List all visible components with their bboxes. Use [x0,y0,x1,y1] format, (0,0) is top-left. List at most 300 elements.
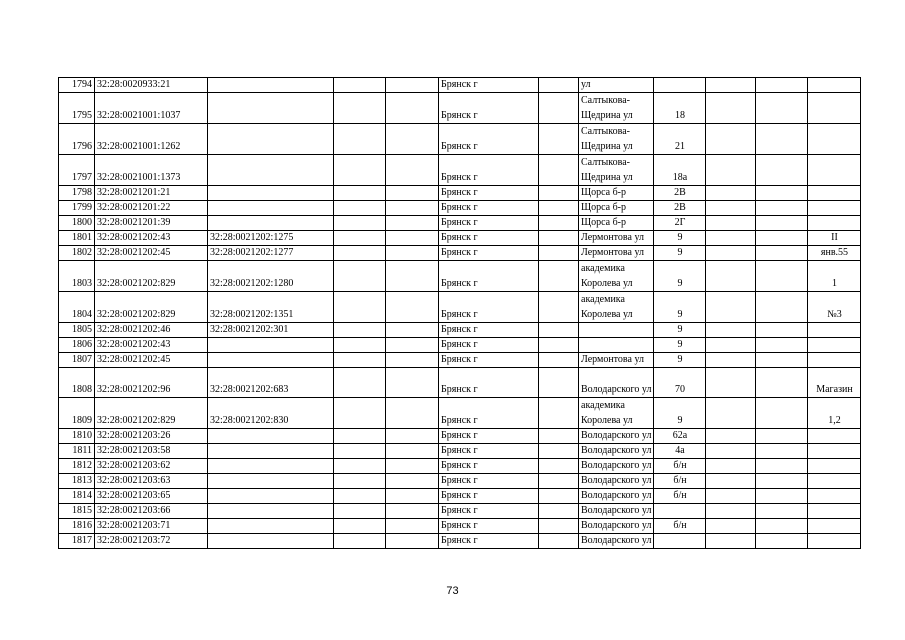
empty-cell [386,323,439,338]
cadastral-number: 32:28:0021001:1037 [95,93,208,124]
note-cell [808,519,861,534]
street-cell: Володарского ул [579,519,654,534]
cadastral-number: 32:28:0021203:66 [95,504,208,519]
street-cell: академика Королева ул [579,398,654,429]
note-cell [808,186,861,201]
empty-cell [706,261,756,292]
cadastral-number-2 [208,534,334,549]
empty-cell [334,474,386,489]
empty-cell [386,292,439,323]
empty-cell [386,201,439,216]
row-number: 1802 [59,246,95,261]
empty-cell [386,261,439,292]
empty-cell [386,368,439,398]
house-cell [654,534,706,549]
empty-cell [386,338,439,353]
empty-cell [539,292,579,323]
empty-cell [706,459,756,474]
table-row [59,459,861,474]
empty-cell [539,474,579,489]
empty-cell [386,78,439,93]
cadastral-number-2 [208,504,334,519]
house-cell: 70 [654,368,706,398]
empty-cell [539,231,579,246]
empty-cell [386,429,439,444]
city-cell: Брянск г [439,474,539,489]
empty-cell [334,429,386,444]
empty-cell [756,246,808,261]
empty-cell [756,124,808,155]
empty-cell [706,398,756,429]
table-row [59,155,861,186]
city-cell: Брянск г [439,323,539,338]
house-cell: 18а [654,155,706,186]
cadastral-number-2 [208,155,334,186]
empty-cell [334,231,386,246]
empty-cell [386,124,439,155]
city-cell: Брянск г [439,534,539,549]
table-row [59,489,861,504]
city-cell: Брянск г [439,78,539,93]
table-row [59,231,861,246]
cadastral-number-2 [208,429,334,444]
row-number: 1815 [59,504,95,519]
empty-cell [539,338,579,353]
city-cell: Брянск г [439,231,539,246]
empty-cell [706,246,756,261]
empty-cell [386,186,439,201]
city-cell: Брянск г [439,489,539,504]
house-cell: 9 [654,292,706,323]
note-cell [808,444,861,459]
cadastral-number-2: 32:28:0021202:1277 [208,246,334,261]
empty-cell [756,398,808,429]
row-number: 1810 [59,429,95,444]
empty-cell [539,353,579,368]
city-cell: Брянск г [439,353,539,368]
empty-cell [706,338,756,353]
empty-cell [386,398,439,429]
empty-cell [334,323,386,338]
empty-cell [539,155,579,186]
empty-cell [334,261,386,292]
row-number: 1804 [59,292,95,323]
cadastral-number: 32:28:0021201:39 [95,216,208,231]
table-row [59,216,861,231]
empty-cell [539,124,579,155]
house-cell: 62а [654,429,706,444]
cadastral-number-2 [208,459,334,474]
cadastral-number-2: 32:28:0021202:683 [208,368,334,398]
empty-cell [706,155,756,186]
note-cell [808,489,861,504]
empty-cell [706,474,756,489]
empty-cell [334,246,386,261]
empty-cell [706,353,756,368]
street-cell [579,323,654,338]
page-number: 73 [446,585,459,597]
table-row [59,474,861,489]
house-cell: 9 [654,398,706,429]
empty-cell [706,124,756,155]
table-row [59,186,861,201]
street-cell: академика Королева ул [579,261,654,292]
cadastral-number: 32:28:0021202:829 [95,261,208,292]
row-number: 1817 [59,534,95,549]
empty-cell [706,504,756,519]
cadastral-number-2 [208,93,334,124]
city-cell: Брянск г [439,398,539,429]
row-number: 1794 [59,78,95,93]
empty-cell [539,246,579,261]
table-row [59,78,861,93]
house-cell: 9 [654,353,706,368]
empty-cell [539,78,579,93]
empty-cell [539,216,579,231]
city-cell: Брянск г [439,261,539,292]
cadastral-number-2 [208,201,334,216]
cadastral-number: 32:28:0021202:829 [95,292,208,323]
empty-cell [386,231,439,246]
street-cell: Володарского ул [579,504,654,519]
empty-cell [386,474,439,489]
table-row [59,519,861,534]
row-number: 1798 [59,186,95,201]
empty-cell [756,534,808,549]
note-cell [808,78,861,93]
street-cell: академика Королева ул [579,292,654,323]
table-row [59,261,861,292]
empty-cell [334,124,386,155]
table-row [59,323,861,338]
empty-cell [539,186,579,201]
city-cell: Брянск г [439,186,539,201]
city-cell: Брянск г [439,155,539,186]
row-number: 1799 [59,201,95,216]
empty-cell [756,231,808,246]
empty-cell [386,93,439,124]
city-cell: Брянск г [439,93,539,124]
empty-cell [334,368,386,398]
empty-cell [539,323,579,338]
empty-cell [706,429,756,444]
empty-cell [386,353,439,368]
empty-cell [756,459,808,474]
note-cell [808,323,861,338]
street-cell: Володарского ул [579,444,654,459]
street-cell: Салтыкова-Щедрина ул [579,124,654,155]
table-row [59,429,861,444]
empty-cell [539,504,579,519]
empty-cell [386,246,439,261]
empty-cell [386,444,439,459]
cadastral-number: 32:28:0021203:62 [95,459,208,474]
city-cell: Брянск г [439,459,539,474]
table-row [59,292,861,323]
city-cell: Брянск г [439,444,539,459]
street-cell: Лермонтова ул [579,231,654,246]
row-number: 1809 [59,398,95,429]
table-row [59,504,861,519]
row-number: 1800 [59,216,95,231]
city-cell: Брянск г [439,292,539,323]
cadastral-number-2 [208,338,334,353]
cadastral-number: 32:28:0021203:58 [95,444,208,459]
street-cell: Володарского ул [579,429,654,444]
note-cell [808,155,861,186]
empty-cell [706,323,756,338]
house-cell: 9 [654,261,706,292]
row-number: 1808 [59,368,95,398]
empty-cell [756,201,808,216]
empty-cell [706,444,756,459]
note-cell [808,353,861,368]
empty-cell [334,398,386,429]
cadastral-number: 32:28:0021201:21 [95,186,208,201]
empty-cell [539,398,579,429]
cadastral-number-2 [208,78,334,93]
empty-cell [334,459,386,474]
city-cell: Брянск г [439,504,539,519]
empty-cell [756,368,808,398]
city-cell: Брянск г [439,246,539,261]
note-cell: 1,2 [808,398,861,429]
row-number: 1803 [59,261,95,292]
empty-cell [756,292,808,323]
cadastral-number-2 [208,216,334,231]
empty-cell [756,93,808,124]
table-row [59,534,861,549]
cadastral-number-2 [208,124,334,155]
city-cell: Брянск г [439,338,539,353]
empty-cell [539,444,579,459]
empty-cell [334,292,386,323]
cadastral-number-2: 32:28:0021202:830 [208,398,334,429]
note-cell [808,216,861,231]
table-row [59,444,861,459]
city-cell: Брянск г [439,216,539,231]
city-cell: Брянск г [439,429,539,444]
cadastral-number-2: 32:28:0021202:1275 [208,231,334,246]
empty-cell [334,201,386,216]
empty-cell [756,216,808,231]
empty-cell [756,338,808,353]
cadastral-number-2 [208,519,334,534]
street-cell: ул [579,78,654,93]
empty-cell [386,216,439,231]
empty-cell [756,155,808,186]
house-cell: 9 [654,338,706,353]
row-number: 1806 [59,338,95,353]
street-cell: Володарского ул [579,474,654,489]
row-number: 1801 [59,231,95,246]
empty-cell [334,216,386,231]
table-row [59,398,861,429]
empty-cell [386,489,439,504]
table-row [59,338,861,353]
cadastral-number: 32:28:0020933:21 [95,78,208,93]
street-cell: Щорса б-р [579,201,654,216]
empty-cell [334,534,386,549]
cadastral-number: 32:28:0021203:72 [95,534,208,549]
cadastral-number-2 [208,353,334,368]
cadastral-number: 32:28:0021202:829 [95,398,208,429]
table-row [59,124,861,155]
empty-cell [334,186,386,201]
empty-cell [334,338,386,353]
table-row [59,201,861,216]
empty-cell [706,93,756,124]
house-cell: 9 [654,323,706,338]
street-cell: Лермонтова ул [579,246,654,261]
cadastral-number: 32:28:0021203:26 [95,429,208,444]
note-cell: II [808,231,861,246]
empty-cell [539,261,579,292]
empty-cell [539,519,579,534]
street-cell [579,338,654,353]
empty-cell [756,489,808,504]
cadastral-number-2 [208,444,334,459]
empty-cell [756,474,808,489]
empty-cell [539,368,579,398]
empty-cell [706,534,756,549]
empty-cell [539,489,579,504]
empty-cell [756,353,808,368]
cadastral-number: 32:28:0021202:43 [95,338,208,353]
house-cell: 21 [654,124,706,155]
house-cell: б/н [654,474,706,489]
note-cell [808,504,861,519]
row-number: 1795 [59,93,95,124]
empty-cell [756,519,808,534]
empty-cell [756,429,808,444]
empty-cell [756,444,808,459]
empty-cell [706,368,756,398]
house-cell: 9 [654,231,706,246]
empty-cell [386,519,439,534]
table-row [59,93,861,124]
cadastral-number-2: 32:28:0021202:1280 [208,261,334,292]
note-cell [808,429,861,444]
street-cell: Володарского ул [579,489,654,504]
empty-cell [539,201,579,216]
empty-cell [706,292,756,323]
house-cell: 2В [654,186,706,201]
empty-cell [756,504,808,519]
empty-cell [334,155,386,186]
empty-cell [706,489,756,504]
empty-cell [334,353,386,368]
house-cell: 18 [654,93,706,124]
cadastral-number-2: 32:28:0021202:1351 [208,292,334,323]
note-cell: янв.55 [808,246,861,261]
empty-cell [706,231,756,246]
cadastral-number: 32:28:0021001:1373 [95,155,208,186]
table-row [59,353,861,368]
row-number: 1813 [59,474,95,489]
note-cell [808,534,861,549]
house-cell: 4а [654,444,706,459]
cadastral-number: 32:28:0021202:45 [95,353,208,368]
table-row [59,368,861,398]
house-cell: 9 [654,246,706,261]
cadastral-number-2 [208,474,334,489]
city-cell: Брянск г [439,201,539,216]
note-cell: Магазин [808,368,861,398]
empty-cell [386,504,439,519]
row-number: 1796 [59,124,95,155]
row-number: 1814 [59,489,95,504]
city-cell: Брянск г [439,124,539,155]
note-cell [808,459,861,474]
note-cell: №3 [808,292,861,323]
empty-cell [756,186,808,201]
empty-cell [539,459,579,474]
house-cell: б/н [654,519,706,534]
house-cell: 2Г [654,216,706,231]
street-cell: Салтыкова-Щедрина ул [579,155,654,186]
empty-cell [706,186,756,201]
note-cell [808,124,861,155]
house-cell [654,504,706,519]
empty-cell [334,504,386,519]
table-row [59,246,861,261]
street-cell: Володарского ул [579,459,654,474]
row-number: 1811 [59,444,95,459]
house-cell: 2В [654,201,706,216]
cadastral-number: 32:28:0021202:43 [95,231,208,246]
note-cell [808,338,861,353]
empty-cell [706,78,756,93]
note-cell [808,474,861,489]
cadastral-number-2 [208,186,334,201]
empty-cell [539,429,579,444]
table-body [59,78,861,549]
street-cell: Володарского ул [579,368,654,398]
cadastral-number: 32:28:0021203:65 [95,489,208,504]
row-number: 1805 [59,323,95,338]
house-cell: б/н [654,459,706,474]
empty-cell [706,216,756,231]
empty-cell [756,261,808,292]
street-cell: Володарского ул [579,534,654,549]
street-cell: Салтыкова-Щедрина ул [579,93,654,124]
house-cell [654,78,706,93]
cadastral-number-2: 32:28:0021202:301 [208,323,334,338]
note-cell: 1 [808,261,861,292]
empty-cell [334,78,386,93]
house-cell: б/н [654,489,706,504]
empty-cell [334,444,386,459]
cadastral-number: 32:28:0021201:22 [95,201,208,216]
city-cell: Брянск г [439,368,539,398]
empty-cell [386,155,439,186]
row-number: 1797 [59,155,95,186]
cadastral-number: 32:28:0021203:63 [95,474,208,489]
empty-cell [539,534,579,549]
note-cell [808,201,861,216]
empty-cell [386,534,439,549]
empty-cell [756,78,808,93]
empty-cell [386,459,439,474]
cadastral-number: 32:28:0021202:46 [95,323,208,338]
cadastral-number: 32:28:0021203:71 [95,519,208,534]
cadastral-number-2 [208,489,334,504]
row-number: 1816 [59,519,95,534]
empty-cell [756,323,808,338]
cadastral-number: 32:28:0021001:1262 [95,124,208,155]
empty-cell [334,519,386,534]
